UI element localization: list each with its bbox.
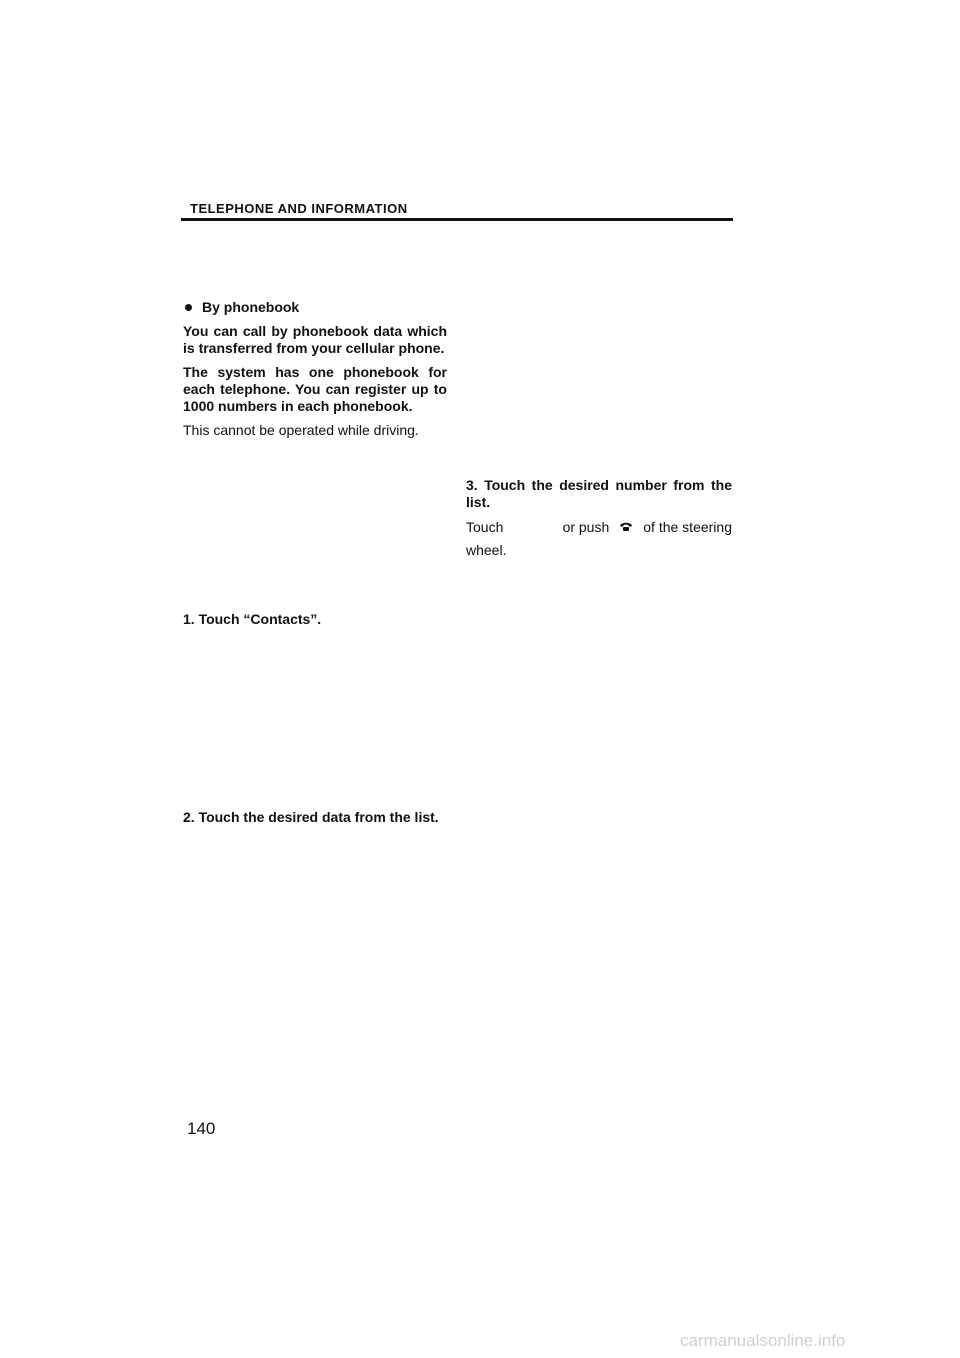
- driving-note: This cannot be operated while driving.: [183, 422, 419, 438]
- page-number: 140: [187, 1119, 216, 1138]
- or-push-text: or push: [562, 519, 610, 535]
- header-rule: [181, 218, 733, 221]
- bullet-icon: [185, 304, 192, 311]
- phone-off-hook-icon: [619, 522, 633, 532]
- watermark: carmanualsonline.info: [680, 1331, 846, 1350]
- capacity-paragraph: The system has one phonebook for each telephone. You can register up to 1000 numbers in each phonebook.: [183, 364, 447, 414]
- intro-paragraph: You can call by phonebook data which is transferred from your cellular phone.: [183, 323, 447, 356]
- intro-section: [183, 299, 447, 446]
- step-1: 1. Touch “Contacts”.: [183, 611, 322, 627]
- step-3: 3. Touch the desired number from the list.: [466, 477, 732, 510]
- wheel-text: wheel.: [466, 542, 507, 558]
- bullet-heading-row: [183, 299, 447, 316]
- touch-instruction: [466, 519, 732, 535]
- of-the-steering-text: of the steering: [643, 519, 732, 535]
- header-title: TELEPHONE AND INFORMATION: [190, 201, 408, 216]
- step-2: 2. Touch the desired data from the list.: [183, 809, 439, 825]
- touch-word: Touch: [466, 519, 504, 535]
- bullet-heading: By phonebook: [202, 299, 300, 315]
